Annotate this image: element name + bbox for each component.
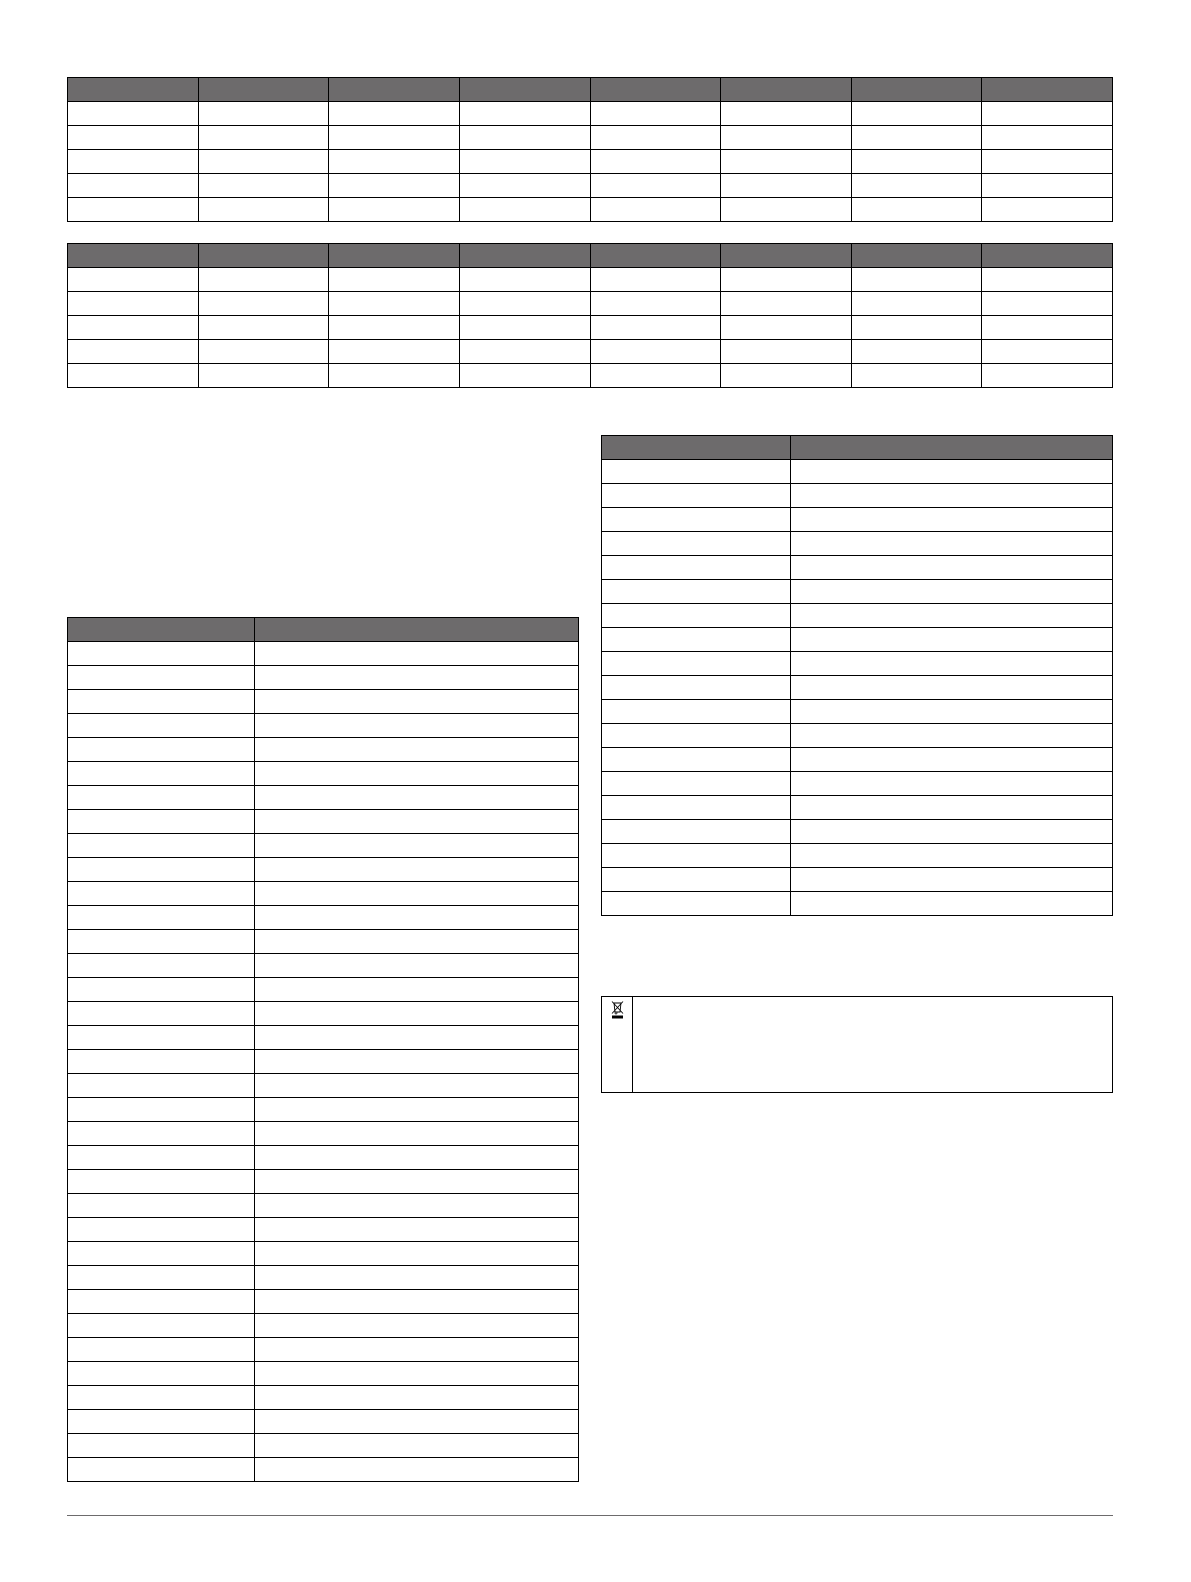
table-cell xyxy=(255,738,579,762)
table-cell xyxy=(68,150,199,174)
table-cell xyxy=(982,364,1113,388)
table-row xyxy=(68,1362,579,1386)
table-cell xyxy=(68,786,255,810)
table-cell xyxy=(851,268,982,292)
table-cell xyxy=(255,1386,579,1410)
table-cell xyxy=(198,126,329,150)
table-cell xyxy=(255,666,579,690)
table-cell xyxy=(198,150,329,174)
table-cell xyxy=(721,102,852,126)
table-row xyxy=(68,642,579,666)
table-cell xyxy=(590,292,721,316)
table-cell xyxy=(791,844,1113,868)
table-cell xyxy=(721,364,852,388)
table-cell xyxy=(255,1314,579,1338)
table-cell xyxy=(791,484,1113,508)
table-cell xyxy=(68,714,255,738)
table-cell xyxy=(68,1074,255,1098)
table-cell xyxy=(602,796,791,820)
table-row xyxy=(602,652,1113,676)
disposal-notice-box xyxy=(601,996,1113,1093)
table-cell xyxy=(851,316,982,340)
table-cell xyxy=(721,268,852,292)
table-cell xyxy=(255,786,579,810)
table-row xyxy=(68,810,579,834)
table-cell xyxy=(721,174,852,198)
footer-rule xyxy=(67,1515,1113,1516)
table-cell xyxy=(590,150,721,174)
table-cell xyxy=(590,102,721,126)
table-row xyxy=(68,1122,579,1146)
table-right xyxy=(601,435,1113,916)
table-cell xyxy=(198,102,329,126)
table-cell xyxy=(68,738,255,762)
table-cell xyxy=(602,652,791,676)
table-cell xyxy=(791,820,1113,844)
table-cell xyxy=(255,1434,579,1458)
table-cell xyxy=(329,102,460,126)
table-cell xyxy=(198,198,329,222)
table-row xyxy=(602,508,1113,532)
table-cell xyxy=(791,772,1113,796)
table-header xyxy=(68,244,1113,268)
table-cell xyxy=(255,1146,579,1170)
table-row xyxy=(68,954,579,978)
table-cell xyxy=(255,1290,579,1314)
table-cell xyxy=(68,174,199,198)
table-cell xyxy=(851,126,982,150)
table-row xyxy=(602,628,1113,652)
table-row xyxy=(68,1242,579,1266)
table-row xyxy=(68,690,579,714)
table-row xyxy=(68,1194,579,1218)
table-cell xyxy=(602,724,791,748)
table-row xyxy=(602,724,1113,748)
table-body xyxy=(68,642,579,1482)
table-cell xyxy=(602,820,791,844)
table-row xyxy=(602,892,1113,916)
table-row xyxy=(68,1146,579,1170)
table-header-cell xyxy=(198,244,329,268)
crossed-out-wheelie-bin-icon xyxy=(611,1001,624,1019)
table-row xyxy=(602,580,1113,604)
table-cell xyxy=(68,1290,255,1314)
table-cell xyxy=(721,198,852,222)
table-cell xyxy=(459,150,590,174)
table-header-cell xyxy=(602,436,791,460)
table-cell xyxy=(68,1194,255,1218)
table-cell xyxy=(68,834,255,858)
table-cell xyxy=(791,724,1113,748)
table-cell xyxy=(590,198,721,222)
table-cell xyxy=(590,126,721,150)
table-header xyxy=(68,78,1113,102)
table-header xyxy=(68,618,579,642)
table-row xyxy=(68,1026,579,1050)
table-cell xyxy=(329,198,460,222)
table-cell xyxy=(255,906,579,930)
disposal-icon-cell xyxy=(602,997,633,1092)
table-row xyxy=(68,930,579,954)
table-cell xyxy=(329,364,460,388)
table-header-cell xyxy=(459,78,590,102)
table-cell xyxy=(68,340,199,364)
table-cell xyxy=(459,292,590,316)
table-cell xyxy=(602,628,791,652)
table-cell xyxy=(982,316,1113,340)
table-cell xyxy=(721,126,852,150)
table-cell xyxy=(68,690,255,714)
table-cell xyxy=(329,340,460,364)
table-cell xyxy=(68,1386,255,1410)
table-cell xyxy=(602,604,791,628)
table-cell xyxy=(255,1122,579,1146)
table-cell xyxy=(982,126,1113,150)
table-row xyxy=(68,1434,579,1458)
table-cell xyxy=(68,1098,255,1122)
table-row xyxy=(68,292,1113,316)
table-row xyxy=(68,1170,579,1194)
table-cell xyxy=(602,460,791,484)
table-cell xyxy=(68,1002,255,1026)
table-cell xyxy=(851,292,982,316)
table-row xyxy=(68,1266,579,1290)
table-cell xyxy=(68,882,255,906)
table-cell xyxy=(68,1410,255,1434)
table-row xyxy=(602,844,1113,868)
table-header-row xyxy=(602,436,1113,460)
table-cell xyxy=(255,1266,579,1290)
table-cell xyxy=(68,1314,255,1338)
table-header-cell xyxy=(255,618,579,642)
table-cell xyxy=(602,844,791,868)
table-cell xyxy=(198,174,329,198)
table-cell xyxy=(791,628,1113,652)
table-cell xyxy=(602,772,791,796)
table-cell xyxy=(68,292,199,316)
table-body xyxy=(68,268,1113,388)
table-cell xyxy=(68,1218,255,1242)
table-cell xyxy=(791,508,1113,532)
table-row xyxy=(68,1218,579,1242)
table-header-cell xyxy=(590,78,721,102)
table-cell xyxy=(459,364,590,388)
table-cell xyxy=(791,580,1113,604)
table-cell xyxy=(851,364,982,388)
table-cell xyxy=(255,1242,579,1266)
table-cell xyxy=(590,364,721,388)
table-row xyxy=(68,834,579,858)
table-cell xyxy=(255,930,579,954)
table-row xyxy=(68,1458,579,1482)
table-row xyxy=(602,796,1113,820)
table-row xyxy=(602,700,1113,724)
table-cell xyxy=(329,126,460,150)
table-cell xyxy=(791,676,1113,700)
table-header-cell xyxy=(68,78,199,102)
table-cell xyxy=(255,1194,579,1218)
table-row xyxy=(68,316,1113,340)
table-cell xyxy=(459,174,590,198)
table-cell xyxy=(198,340,329,364)
table-cell xyxy=(791,460,1113,484)
table-cell xyxy=(255,762,579,786)
table-row xyxy=(602,484,1113,508)
table-cell xyxy=(602,508,791,532)
table-cell xyxy=(602,868,791,892)
table-cell xyxy=(198,316,329,340)
table-cell xyxy=(68,810,255,834)
table-header-cell xyxy=(68,244,199,268)
table-cell xyxy=(982,102,1113,126)
table-row xyxy=(68,1290,579,1314)
table-cell xyxy=(982,268,1113,292)
table-cell xyxy=(68,930,255,954)
table-row xyxy=(602,868,1113,892)
table-cell xyxy=(590,316,721,340)
table-cell xyxy=(68,198,199,222)
table-cell xyxy=(255,810,579,834)
table-cell xyxy=(721,292,852,316)
table-header-cell xyxy=(198,78,329,102)
table-header-cell xyxy=(982,78,1113,102)
table-cell xyxy=(255,882,579,906)
table-row xyxy=(68,268,1113,292)
table-row xyxy=(68,1050,579,1074)
table-row xyxy=(602,772,1113,796)
table-cell xyxy=(851,150,982,174)
table-cell xyxy=(851,174,982,198)
table-cell xyxy=(255,1074,579,1098)
table-top-1 xyxy=(67,77,1113,222)
table-row xyxy=(68,126,1113,150)
table-cell xyxy=(602,748,791,772)
table-row xyxy=(68,858,579,882)
table-row xyxy=(68,906,579,930)
table-cell xyxy=(68,762,255,786)
table-header-cell xyxy=(459,244,590,268)
table-cell xyxy=(255,1098,579,1122)
table-body xyxy=(68,102,1113,222)
table-row xyxy=(68,666,579,690)
table-cell xyxy=(791,532,1113,556)
table-cell xyxy=(68,1266,255,1290)
table-row xyxy=(68,1386,579,1410)
table-row xyxy=(602,532,1113,556)
table-cell xyxy=(68,1242,255,1266)
table-cell xyxy=(590,268,721,292)
table-cell xyxy=(68,1362,255,1386)
table-row xyxy=(68,738,579,762)
table-header-cell xyxy=(329,244,460,268)
table-cell xyxy=(68,126,199,150)
table-cell xyxy=(255,1026,579,1050)
table-cell xyxy=(329,292,460,316)
table-cell xyxy=(68,906,255,930)
table-cell xyxy=(255,954,579,978)
table-row xyxy=(68,174,1113,198)
table-cell xyxy=(791,892,1113,916)
table-cell xyxy=(329,268,460,292)
table-cell xyxy=(68,316,199,340)
table-row xyxy=(68,150,1113,174)
table-cell xyxy=(255,690,579,714)
table-row xyxy=(68,1098,579,1122)
table-cell xyxy=(982,292,1113,316)
table-row xyxy=(68,762,579,786)
table-cell xyxy=(851,340,982,364)
table-cell xyxy=(459,340,590,364)
table-row xyxy=(602,604,1113,628)
table-cell xyxy=(68,1050,255,1074)
table-cell xyxy=(68,1458,255,1482)
table-cell xyxy=(791,700,1113,724)
table-header-cell xyxy=(791,436,1113,460)
table-cell xyxy=(255,1170,579,1194)
table-cell xyxy=(68,954,255,978)
table-cell xyxy=(68,978,255,1002)
table-cell xyxy=(602,484,791,508)
table-row xyxy=(68,1338,579,1362)
table-cell xyxy=(255,834,579,858)
table-cell xyxy=(255,858,579,882)
table-row xyxy=(68,786,579,810)
table-cell xyxy=(68,102,199,126)
table-row xyxy=(68,1002,579,1026)
table-cell xyxy=(255,1410,579,1434)
table-row xyxy=(602,820,1113,844)
table-row xyxy=(68,1410,579,1434)
table-cell xyxy=(721,316,852,340)
table-cell xyxy=(255,714,579,738)
table-cell xyxy=(791,556,1113,580)
table-row xyxy=(68,978,579,1002)
table-row xyxy=(602,460,1113,484)
table-header-cell xyxy=(982,244,1113,268)
table-cell xyxy=(329,316,460,340)
table-header-row xyxy=(68,618,579,642)
table-cell xyxy=(602,532,791,556)
table-cell xyxy=(329,150,460,174)
table-cell xyxy=(255,1218,579,1242)
table-row xyxy=(68,364,1113,388)
table-cell xyxy=(198,364,329,388)
table-row xyxy=(68,102,1113,126)
table-top-2 xyxy=(67,243,1113,388)
table-header-cell xyxy=(721,78,852,102)
table-cell xyxy=(459,126,590,150)
table-header-cell xyxy=(590,244,721,268)
table-header-cell xyxy=(851,244,982,268)
table-cell xyxy=(255,1002,579,1026)
table-row xyxy=(68,340,1113,364)
table-header-row xyxy=(68,244,1113,268)
table-row xyxy=(602,748,1113,772)
table-cell xyxy=(602,892,791,916)
table-cell xyxy=(255,1050,579,1074)
table-cell xyxy=(68,1434,255,1458)
table-cell xyxy=(791,868,1113,892)
table-cell xyxy=(255,1362,579,1386)
table-cell xyxy=(851,198,982,222)
table-cell xyxy=(602,676,791,700)
table-cell xyxy=(791,652,1113,676)
table-header-cell xyxy=(68,618,255,642)
table-left xyxy=(67,617,579,1482)
table-header-cell xyxy=(329,78,460,102)
table-cell xyxy=(198,292,329,316)
table-cell xyxy=(721,150,852,174)
table-row xyxy=(68,882,579,906)
table-row xyxy=(68,1314,579,1338)
table-cell xyxy=(791,604,1113,628)
table-body xyxy=(602,460,1113,916)
table-cell xyxy=(68,1146,255,1170)
table-header xyxy=(602,436,1113,460)
table-cell xyxy=(68,364,199,388)
table-cell xyxy=(590,340,721,364)
table-cell xyxy=(68,666,255,690)
table-row xyxy=(68,198,1113,222)
table-cell xyxy=(68,642,255,666)
table-cell xyxy=(255,1458,579,1482)
table-header-cell xyxy=(721,244,852,268)
table-cell xyxy=(982,340,1113,364)
table-cell xyxy=(590,174,721,198)
table-cell xyxy=(602,580,791,604)
table-cell xyxy=(791,796,1113,820)
table-cell xyxy=(255,1338,579,1362)
table-cell xyxy=(602,700,791,724)
table-cell xyxy=(198,268,329,292)
table-cell xyxy=(68,268,199,292)
table-row xyxy=(68,714,579,738)
table-cell xyxy=(982,150,1113,174)
table-cell xyxy=(982,198,1113,222)
table-cell xyxy=(68,1170,255,1194)
table-cell xyxy=(68,858,255,882)
table-cell xyxy=(459,316,590,340)
table-cell xyxy=(68,1026,255,1050)
table-cell xyxy=(982,174,1113,198)
table-cell xyxy=(329,174,460,198)
table-cell xyxy=(721,340,852,364)
table-header-row xyxy=(68,78,1113,102)
table-cell xyxy=(255,978,579,1002)
table-header-cell xyxy=(851,78,982,102)
table-row xyxy=(602,676,1113,700)
table-cell xyxy=(459,198,590,222)
table-row xyxy=(68,1074,579,1098)
table-cell xyxy=(459,268,590,292)
table-cell xyxy=(602,556,791,580)
table-cell xyxy=(791,748,1113,772)
table-cell xyxy=(68,1338,255,1362)
table-cell xyxy=(459,102,590,126)
table-row xyxy=(602,556,1113,580)
table-cell xyxy=(68,1122,255,1146)
table-cell xyxy=(255,642,579,666)
table-cell xyxy=(851,102,982,126)
